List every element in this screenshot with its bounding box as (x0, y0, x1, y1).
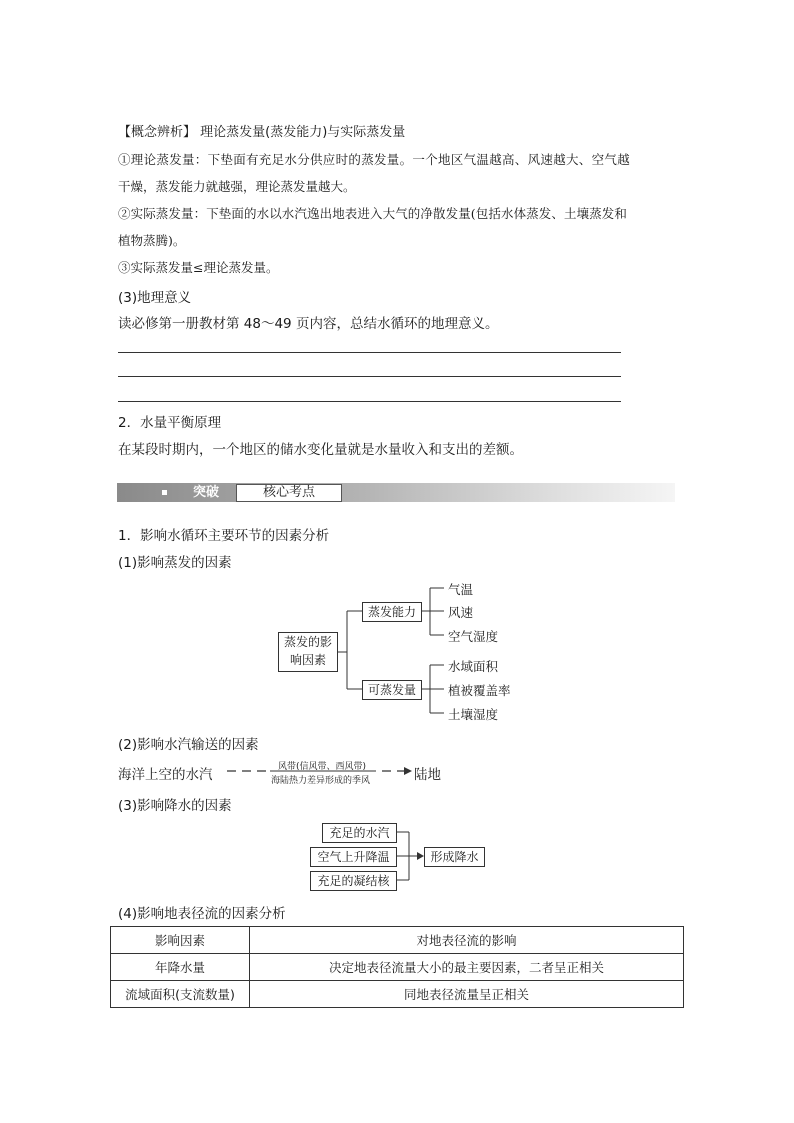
concept-p1-line1: ①理论蒸发量：下垫面有充足水分供应时的蒸发量。一个地区气温越高、风速越大、空气越 (118, 152, 631, 167)
evap-item-water-area: 水域面积 (448, 659, 499, 674)
table-header-row (111, 927, 684, 954)
table-header-cell: 影响因素 (111, 927, 250, 954)
table-cell: 决定地表径流量大小的最主要因素，二者呈正相关 (250, 954, 684, 981)
concept-p2-line2: 植物蒸腾)。 (118, 233, 186, 248)
vapor-over-arrow: 风带(信风带、西风带) (278, 762, 367, 772)
evap-item-humidity: 空气湿度 (448, 629, 499, 644)
precip-nuclei-box: 充足的凝结核 (310, 871, 397, 891)
precip-result-box: 形成降水 (424, 847, 485, 867)
concept-heading: 【概念辨析】 理论蒸发量(蒸发能力)与实际蒸发量 (118, 125, 406, 140)
evap-heading: (1)影响蒸发的因素 (118, 555, 232, 571)
vapor-to: 陆地 (414, 767, 441, 783)
precip-cooling-box: 空气上升降温 (310, 847, 397, 867)
evap-item-temperature: 气温 (448, 582, 474, 597)
vapor-heading: (2)影响水汽输送的因素 (118, 737, 259, 753)
concept-p2-line1: ②实际蒸发量：下垫面的水以水汽逸出地表进入大气的净散发量(包括水体蒸发、土壤蒸发和 (118, 206, 627, 221)
evap-root-box (278, 632, 338, 672)
runoff-table (110, 926, 684, 1008)
precip-vapor-box: 充足的水汽 (322, 823, 397, 843)
table-header-cell: 对地表径流的影响 (250, 927, 684, 954)
table-cell: 同地表径流量呈正相关 (250, 981, 684, 1008)
table-row (111, 981, 684, 1008)
evap-root-line2: 响因素 (289, 653, 326, 667)
concept-p1-line2: 干燥，蒸发能力就越强，理论蒸发量越大。 (118, 179, 356, 194)
evap-item-vegetation: 植被覆盖率 (448, 683, 511, 698)
evap-item-soil-moisture: 土壤湿度 (448, 707, 499, 722)
vapor-from: 海洋上空的水汽 (118, 767, 213, 783)
table-cell: 年降水量 (111, 954, 250, 981)
table-row (111, 954, 684, 981)
table-cell: 流域面积(支流数量) (111, 981, 250, 1008)
vapor-under-arrow: 海陆热力差异形成的季风 (271, 776, 371, 786)
evap-item-wind-speed: 风速 (448, 605, 474, 620)
evaporable-amount-box: 可蒸发量 (362, 680, 422, 700)
balance-heading: 2．水量平衡原理 (118, 415, 222, 431)
banner-box: 核心考点 (236, 484, 342, 502)
concept-p3: ③实际蒸发量≤理论蒸发量。 (118, 260, 279, 275)
section3-instruction: 读必修第一册教材第 48～49 页内容，总结水循环的地理意义。 (118, 316, 499, 332)
precip-heading: (3)影响降水的因素 (118, 798, 232, 814)
section3-heading: (3)地理意义 (118, 290, 192, 306)
runoff-heading: (4)影响地表径流的因素分析 (118, 906, 286, 922)
balance-text: 在某段时期内，一个地区的储水变化量就是水量收入和支出的差额。 (118, 442, 523, 458)
factors-heading: 1．影响水循环主要环节的因素分析 (118, 528, 330, 544)
banner-label: 突破 (192, 485, 219, 500)
evap-capacity-box: 蒸发能力 (362, 602, 422, 622)
evap-root-line1: 蒸发的影 (283, 635, 332, 649)
